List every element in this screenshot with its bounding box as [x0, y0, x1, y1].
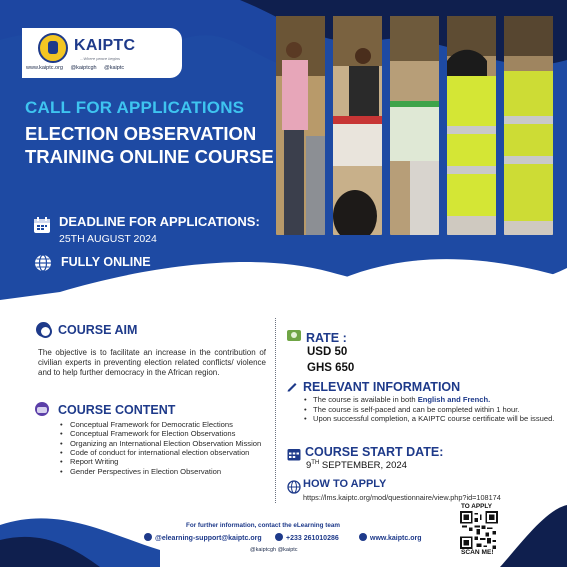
photo-panel-2	[333, 16, 382, 235]
delivery-mode: FULLY ONLINE	[61, 255, 151, 269]
phone-icon	[275, 533, 283, 541]
application-link[interactable]: https://lms.kaiptc.org/mod/questionnaire/view.php?id=108174	[303, 493, 501, 502]
money-icon	[287, 330, 301, 341]
calendar-icon	[33, 216, 51, 234]
brand-name: KAIPTC	[74, 37, 136, 54]
how-to-apply-heading: HOW TO APPLY	[303, 478, 387, 490]
start-day-suffix: TH	[311, 460, 320, 466]
info-text: The course is available in both	[313, 395, 418, 404]
contact-email[interactable]	[144, 533, 262, 542]
kaiptc-emblem-icon	[38, 33, 68, 63]
start-day: 9	[306, 460, 312, 472]
list-item: • Gender Perspectives in Election Observation	[58, 467, 276, 476]
deadline-label: DEADLINE FOR APPLICATIONS:	[59, 214, 260, 229]
footer-social: @kaiptcgh @kaiptc	[250, 547, 298, 553]
relevant-info-heading: RELEVANT INFORMATION	[303, 380, 461, 394]
to-apply-label: TO APPLY	[461, 503, 493, 510]
calendar-icon	[287, 447, 301, 461]
contact-website[interactable]	[359, 533, 421, 542]
column-divider	[275, 318, 276, 503]
contact-intro: For further information, contact the eLearning team	[186, 522, 340, 529]
target-icon	[36, 322, 51, 337]
list-item	[303, 395, 565, 405]
list-item: • Conceptual Framework for Democratic Elections	[58, 420, 276, 429]
book-icon	[35, 402, 49, 416]
twitter-handle[interactable]: @kaiptcgh	[70, 65, 97, 71]
qr-code-icon[interactable]	[460, 511, 498, 549]
instagram-handle[interactable]: @kaiptc	[104, 65, 125, 71]
course-content-list	[58, 420, 276, 476]
photo-panel-1	[276, 16, 325, 235]
website-link[interactable]: www.kaiptc.org	[26, 65, 63, 71]
header-social-links	[26, 65, 130, 71]
photo-panel-4	[447, 16, 496, 235]
list-item: • Organizing an International Election Observation Mission	[58, 439, 276, 448]
rate-heading: RATE :	[306, 331, 347, 345]
start-month-year: SEPTEMBER, 2024	[319, 460, 407, 472]
list-item: • Code of conduct for international election observation	[58, 448, 276, 457]
start-date-heading: COURSE START DATE:	[305, 445, 444, 459]
list-item: • Conceptual Framework for Election Observations	[58, 429, 276, 438]
info-languages: English and French.	[417, 395, 491, 404]
photo-panel-5	[504, 16, 553, 235]
list-item: • Report Writing	[58, 457, 276, 466]
list-item: • Upon successful completion, a KAIPTC course certificate will be issued.	[303, 414, 565, 424]
deadline-date: 25TH AUGUST 2024	[59, 233, 157, 245]
web-text: www.kaiptc.org	[370, 535, 422, 542]
globe-icon	[287, 480, 301, 494]
pencil-icon	[286, 380, 298, 392]
contact-phone[interactable]	[275, 533, 339, 542]
email-icon	[144, 533, 152, 541]
rate-usd: USD 50	[307, 346, 348, 358]
course-content-heading: COURSE CONTENT	[58, 403, 176, 417]
course-aim-heading: COURSE AIM	[58, 323, 138, 337]
list-item: • The course is self-paced and can be completed within 1 hour.	[303, 405, 565, 415]
course-title: ELECTION OBSERVATION TRAINING ONLINE COURSE	[25, 123, 274, 167]
email-text: @elearning-support@kaiptc.org	[155, 535, 262, 542]
brand-tagline: ...Where peace begins	[80, 56, 121, 61]
course-aim-text: The objective is to facilitate an increase in the contribution of civilian experts in preventing election related conflicts/ violence and to help further democracy in the African region.	[38, 348, 266, 378]
scan-me-label: SCAN ME!	[461, 549, 494, 556]
photo-panel-3	[390, 16, 439, 235]
globe-icon	[34, 254, 52, 272]
call-for-applications: CALL FOR APPLICATIONS	[25, 98, 245, 117]
rate-ghs: GHS 650	[307, 362, 355, 374]
phone-text: +233 261010286	[286, 535, 339, 542]
web-icon	[359, 533, 367, 541]
relevant-info-list	[303, 395, 565, 424]
start-date	[306, 460, 407, 471]
